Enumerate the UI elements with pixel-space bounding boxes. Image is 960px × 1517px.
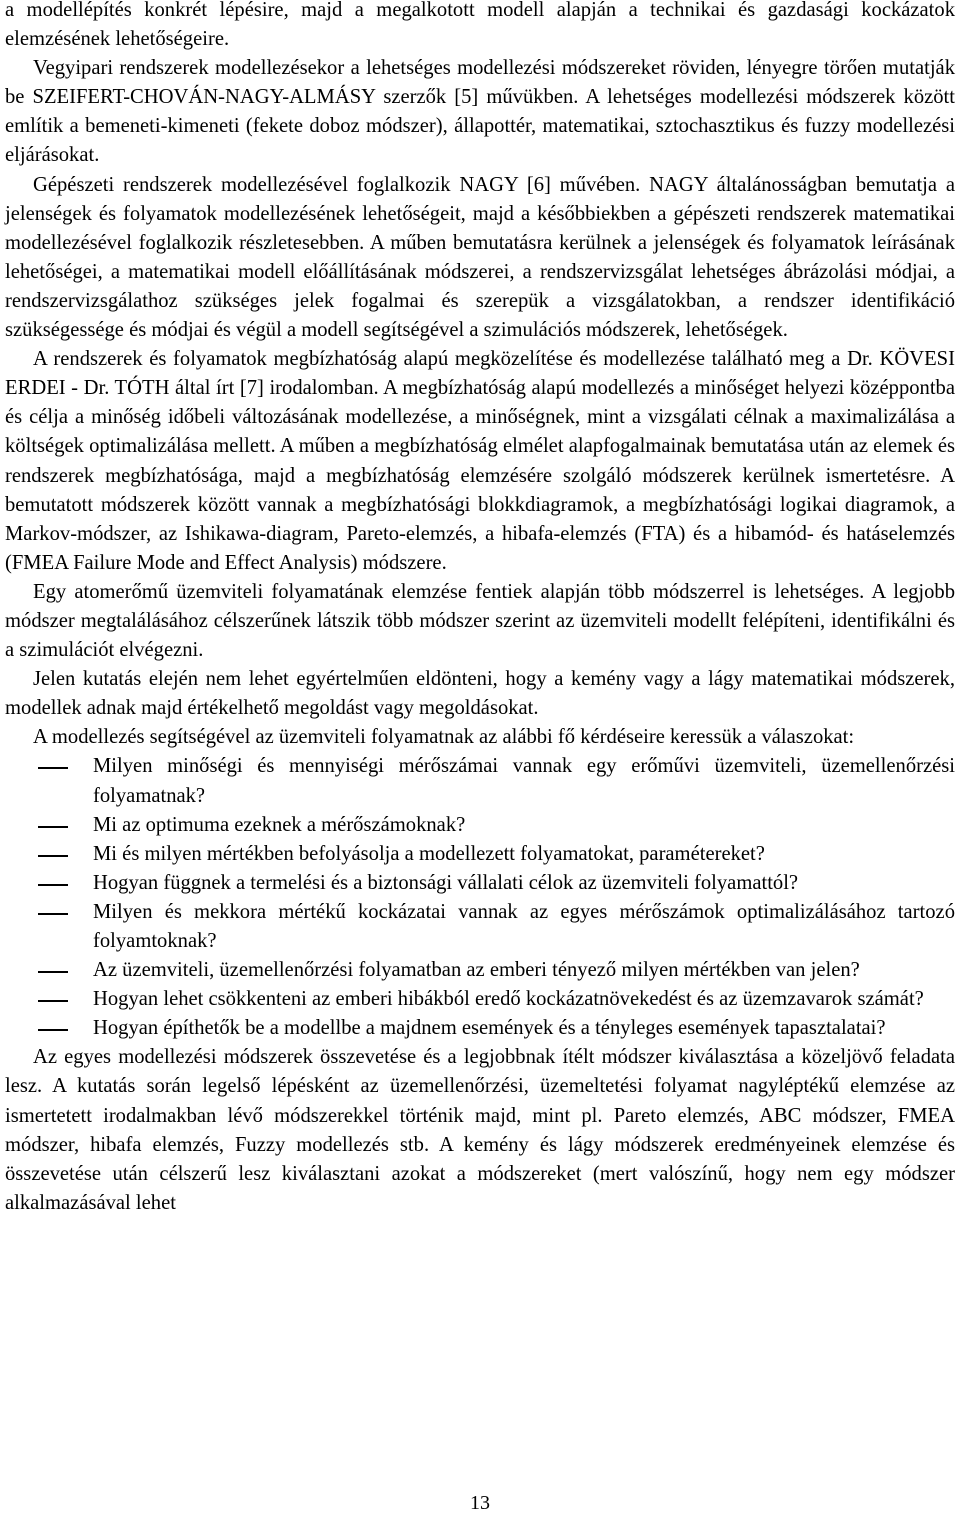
- paragraph-continuation: a modellépítés konkrét lépésire, majd a megalkotott modell alapján a technikai és gazdasági kockázatok elemzésének lehetőségeire.: [5, 0, 955, 51]
- list-item-text: Milyen minőségi és mennyiségi mérőszámai vannak egy erőművi üzemviteli, üzemellenőrzési folyamatnak?: [93, 755, 955, 807]
- list-item-text: Milyen és mekkora mértékű kockázatai vannak az egyes mérőszámok optimalizálásához tartozó folyamtoknak?: [93, 900, 955, 952]
- paragraph-osszevetes: Az egyes modellezési módszerek összevetése és a legjobbnak ítélt módszer kiválasztása a közeljövő feladata lesz. A kutatás során legelső lépésként az üzemellenőrzési, üzemeltetési folyamat nagyléptékű elemzése az ismertetett irodalmakban lévő módszerekkel történik majd, mint pl. Pareto elemzés, ABC módszer, FMEA módszer, hibafa elemzés, Fuzzy modellezés stb. A kemény és lágy módszerek eredményeinek elemzése és összevetése után célszerű lesz kiválasztani azokat a módszereket (mert valószínű, hogy nem egy módszer alkalmazásával lehet: [5, 1046, 955, 1214]
- list-item-text: Mi és milyen mértékben befolyásolja a modellezett folyamatokat, paramétereket?: [93, 842, 765, 865]
- list-item-text: Hogyan függnek a termelési és a biztonsági vállalati célok az üzemviteli folyamattól?: [93, 871, 799, 894]
- list-item-text: Mi az optimuma ezeknek a mérőszámoknak?: [93, 813, 466, 836]
- list-item: [5, 985, 955, 1014]
- list-item-text: Az üzemviteli, üzemellenőrzési folyamatban az emberi tényező milyen mértékben van jelen?: [93, 959, 860, 982]
- paragraph-gepeszeti: Gépészeti rendszerek modellezésével foglalkozik NAGY [6] művében. NAGY általánosságban bemutatja a jelenségek és folyamatok modellezésének lehetőségeit, majd a későbbiekben a gépészeti rendszerek matematikai modellezésével foglalkozik részletesebben. A műben bemutatásra kerülnek a jelenségek és folyamatok leírásának lehetőségei, a matematikai modell előállításának módszerei, a rendszervizsgálat lehetséges ábrázolási módjai, a rendszervizsgálathoz szükséges jelek fogalmai és szerepük a vizsgálatokban, a rendszer identifikáció szükségessége és módjai és végül a modell segítségével a szimulációs módszerek, lehetőségek.: [5, 173, 955, 342]
- dash-bullet-icon: [38, 855, 68, 857]
- list-item-text: Hogyan lehet csökkenteni az emberi hibákból eredő kockázatnövekedést és az üzemzavarok számát?: [93, 988, 924, 1011]
- dash-bullet-icon: [38, 913, 68, 915]
- list-item: [5, 811, 955, 840]
- dash-bullet-icon: [38, 1000, 68, 1002]
- list-item: [5, 956, 955, 985]
- paragraph-jelen-kutatas: Jelen kutatás elején nem lehet egyértelműen eldönteni, hogy a kemény vagy a lágy matematikai módszerek, modellek adnak majd értékelhető megoldást vagy megoldásokat.: [5, 668, 955, 720]
- paragraph-megbizhatosag: A rendszerek és folyamatok megbízhatóság alapú megközelítése és modellezése található meg a Dr. KÖVESI ERDEI - Dr. TÓTH által írt [7] irodalomban. A megbízhatóság alapú modellezés a minőséget helyezi középpontba és célja a minőség időbeli változásának modellezése, a minőségnek, mint a vizsgálati célnak a maximalizálása a költségek optimalizálása mellett. A műben a megbízhatóság elmélet alapfogalmainak bemutatása után az elemek és rendszerek megbízhatósága, majd a megbízhatóság elemzésére szolgáló módszerek kerülnek ismertetésre. A bemutatott módszerek között vannak a megbízhatósági blokkdiagramok, a megbízhatósági logikai diagramok, a Markov-módszer, az Ishikawa-diagram, Pareto-elemzés, a hibafa-elemzés (FTA) és a hibamód- és hatáselemzés (FMEA Failure Mode and Effect Analysis) módszere.: [5, 348, 955, 574]
- list-item-text: Hogyan építhetők be a modellbe a majdnem események és a tényleges események tapasztalatai?: [93, 1017, 886, 1040]
- dash-bullet-icon: [38, 826, 68, 828]
- question-list: [5, 752, 955, 1043]
- dash-bullet-icon: [38, 767, 68, 769]
- paragraph-atomeromu: Egy atomerőmű üzemviteli folyamatának elemzése fentiek alapján több módszerrel is lehetséges. A legjobb módszer megtalálásához célszerűnek látszik több módszer szerint az üzemviteli modellt felépíteni, identifikálni és a szimulációt elvégezni.: [5, 580, 955, 662]
- document-page: [5, 0, 955, 1218]
- dash-bullet-icon: [38, 971, 68, 973]
- paragraph-vegyipari: Vegyipari rendszerek modellezésekor a lehetséges modellezési módszereket röviden, lényegre törően mutatják be SZEIFERT-CHOVÁN-NAGY-ALMÁSY szerzők [5] művükben. A lehetséges modellezési módszerek között említik a bemeneti-kimeneti (fekete doboz módszer), állapottér, matematikai, sztochasztikus és fuzzy modellezési eljárásokat.: [5, 57, 955, 167]
- list-item: [5, 898, 955, 956]
- list-item: [5, 869, 955, 898]
- page-number: 13: [470, 1492, 490, 1514]
- dash-bullet-icon: [38, 884, 68, 886]
- list-item: [5, 752, 955, 810]
- dash-bullet-icon: [38, 1029, 68, 1031]
- list-item: [5, 1014, 955, 1043]
- paragraph-kerdesek-intro: A modellezés segítségével az üzemviteli folyamatnak az alábbi fő kérdéseire keressük a válaszokat:: [33, 726, 855, 749]
- list-item: [5, 840, 955, 869]
